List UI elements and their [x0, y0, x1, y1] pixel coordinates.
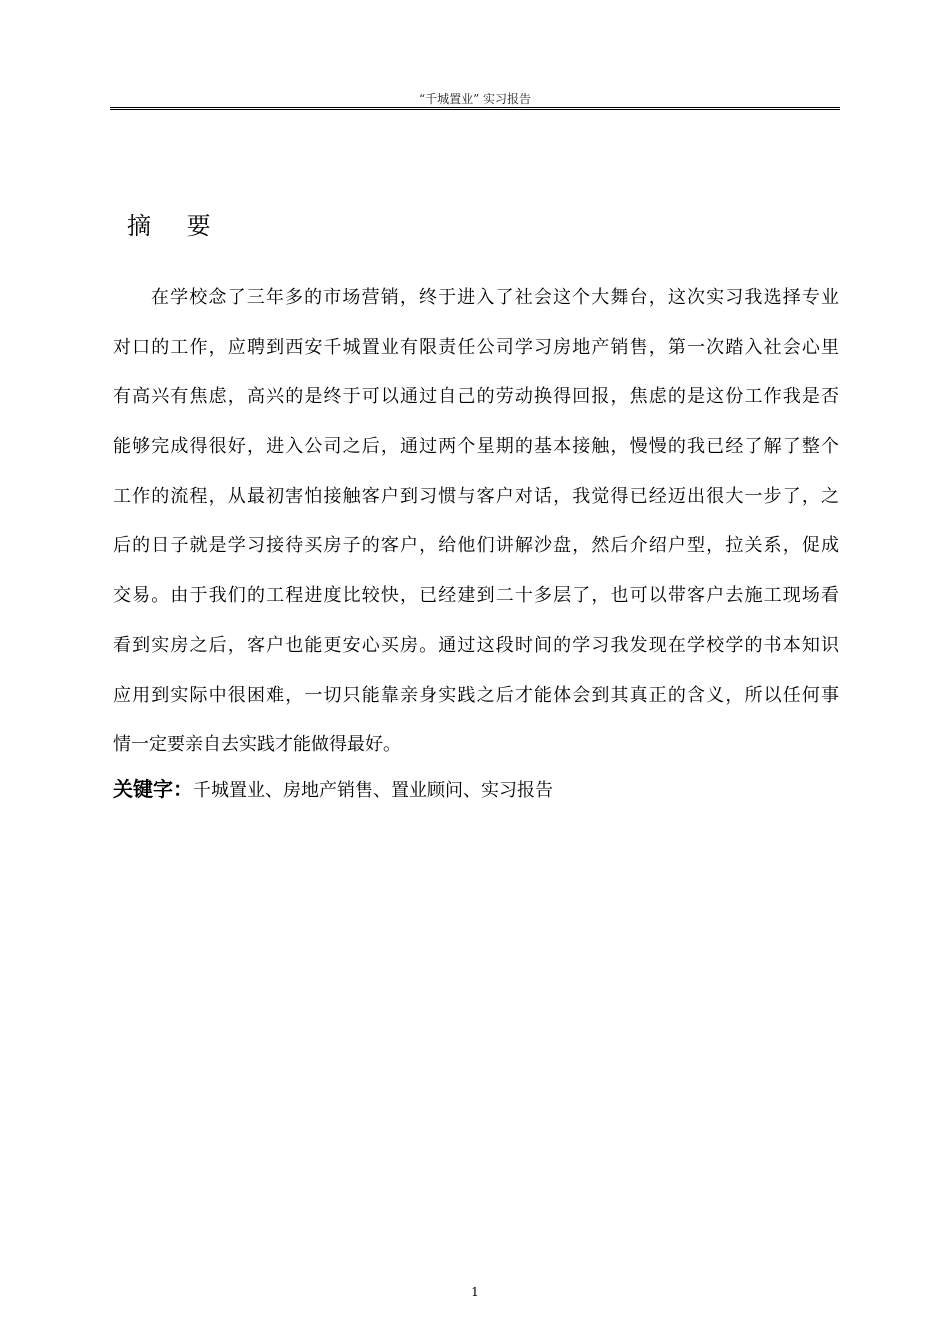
keywords	[113, 774, 553, 806]
abstract-line: 工作的流程，从最初害怕接触客户到习惯与客户对话，我觉得已经迈出很大一步了，之	[113, 485, 839, 507]
abstract-line: 交易。由于我们的工程进度比较快，已经建到二十多层了，也可以带客户去施工现场看	[113, 585, 839, 607]
section-title: 摘 要	[127, 212, 225, 240]
abstract-line: 有高兴有焦虑，高兴的是终于可以通过自己的劳动换得回报，焦虑的是这份工作我是否	[113, 386, 839, 408]
abstract-line: 应用到实际中很困难，一切只能靠亲身实践之后才能体会到其真正的含义，所以任何事	[113, 684, 839, 706]
abstract-line: 看到实房之后，客户也能更安心买房。通过这段时间的学习我发现在学校学的书本知识	[113, 634, 839, 656]
abstract-line: 情一定要亲自去实践才能做得最好。	[113, 734, 401, 756]
abstract-paragraph	[113, 273, 839, 770]
header-divider	[110, 107, 840, 108]
keywords-label: 关键字：	[113, 777, 193, 801]
abstract-line: 能够完成得很好，进入公司之后，通过两个星期的基本接触，慢慢的我已经了解了整个	[113, 436, 839, 458]
header-title: “千城置业” 实习报告	[418, 92, 532, 106]
page-header	[110, 92, 840, 112]
page-number: 1	[471, 1285, 479, 1299]
abstract-line: 在学校念了三年多的市场营销，终于进入了社会这个大舞台，这次实习我选择专业	[151, 287, 839, 308]
abstract-line: 后的日子就是学习接待买房子的客户，给他们讲解沙盘，然后介绍户型，拉关系，促成	[113, 535, 839, 557]
keywords-value: 千城置业、房地产销售、置业顾问、实习报告	[193, 780, 553, 801]
header-divider-secondary	[110, 109, 840, 110]
abstract-line: 对口的工作，应聘到西安千城置业有限责任公司学习房地产销售，第一次踏入社会心里	[113, 336, 839, 358]
